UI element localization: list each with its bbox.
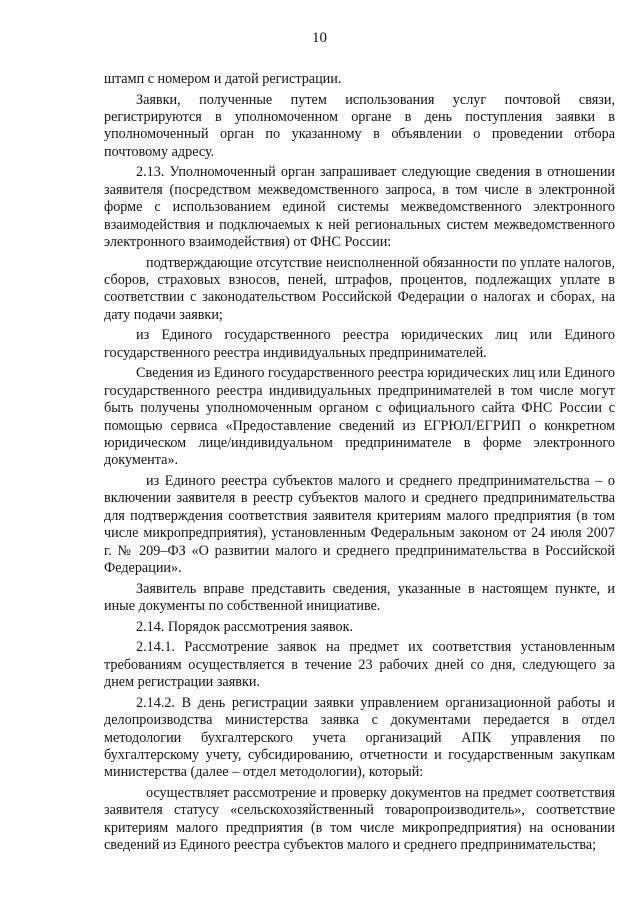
paragraph: Заявки, полученные путем использования услуг почтовой связи, регистрируются в уполномоченном органе в день поступления заявки в уполномоченный орган по указанному в объявлении о проведении отбора почтовому адресу. <box>104 91 615 160</box>
paragraph: 2.13. Уполномоченный орган запрашивает следующие сведения в отношении заявителя (посредством межведомственного запроса, в том числе в электронной форме с использованием единой системы межведомственного электронного взаимодействия и подключаемых к ней региональных систем межведомственного электронного взаимодействия) от ФНС России: <box>104 164 615 251</box>
paragraph: штамп с номером и датой регистрации. <box>104 71 342 87</box>
paragraph: 2.14.1. Рассмотрение заявок на предмет их соответствия установленным требованиям осуществляется в течение 23 рабочих дней со дня, следующего за днем регистрации заявки. <box>104 639 615 691</box>
page-number: 10 <box>312 30 327 46</box>
paragraph: осуществляет рассмотрение и проверку документов на предмет соответствия заявителя статусу «сельскохозяйственный товаропроизводитель», соответствие критериям малого предприятия (в том числе микропредприятия) на основании сведений из Единого реестра субъектов малого и среднего предпринимательства; <box>104 784 615 854</box>
document-body <box>104 71 615 858</box>
paragraph: Сведения из Единого государственного реестра юридических лиц или Единого государственного реестра индивидуальных предпринимателей в том числе могут быть получены уполномоченным органом с официального сайта ФНС России с помощью сервиса «Предоставление сведений из ЕГРЮЛ/ЕГРИП о конкретном юридическом лице/индивидуальном предпринимателе в форме электронного документа». <box>104 365 615 469</box>
paragraph: подтверждающие отсутствие неисполненной обязанности по уплате налогов, сборов, страховых взносов, пеней, штрафов, процентов, подлежащих уплате в соответствии с законодательством Российской Федерации о налогах и сборах, на дату подачи заявки; <box>104 254 615 323</box>
paragraph: из Единого реестра субъектов малого и среднего предпринимательства – о включении заявителя в реестр субъектов малого и среднего предпринимательства для подтверждения соответствия заявителя критериям малого предприятия (в том числе микропредприятия), установленным Федеральным законом от 24 июля 2007 г. № 209–ФЗ «О развитии малого и среднего предпринимательства в Российской Федерации». <box>104 473 615 577</box>
paragraph: Заявитель вправе представить сведения, указанные в настоящем пункте, и иные документы по собственной инициативе. <box>104 580 615 615</box>
paragraph: из Единого государственного реестра юридических лиц или Единого государственного реестра индивидуальных предпринимателей. <box>104 327 615 361</box>
paragraph: 2.14. Порядок рассмотрения заявок. <box>136 618 354 635</box>
paragraph: 2.14.2. В день регистрации заявки управлением организационной работы и делопроизводства министерства заявка с документами передается в отдел методологии бухгалтерского учета организаций АПК управления по бухгалтерскому учету, субсидированию, отчетности и государственным закупкам министерства (далее – отдел методологии), который: <box>104 694 615 781</box>
